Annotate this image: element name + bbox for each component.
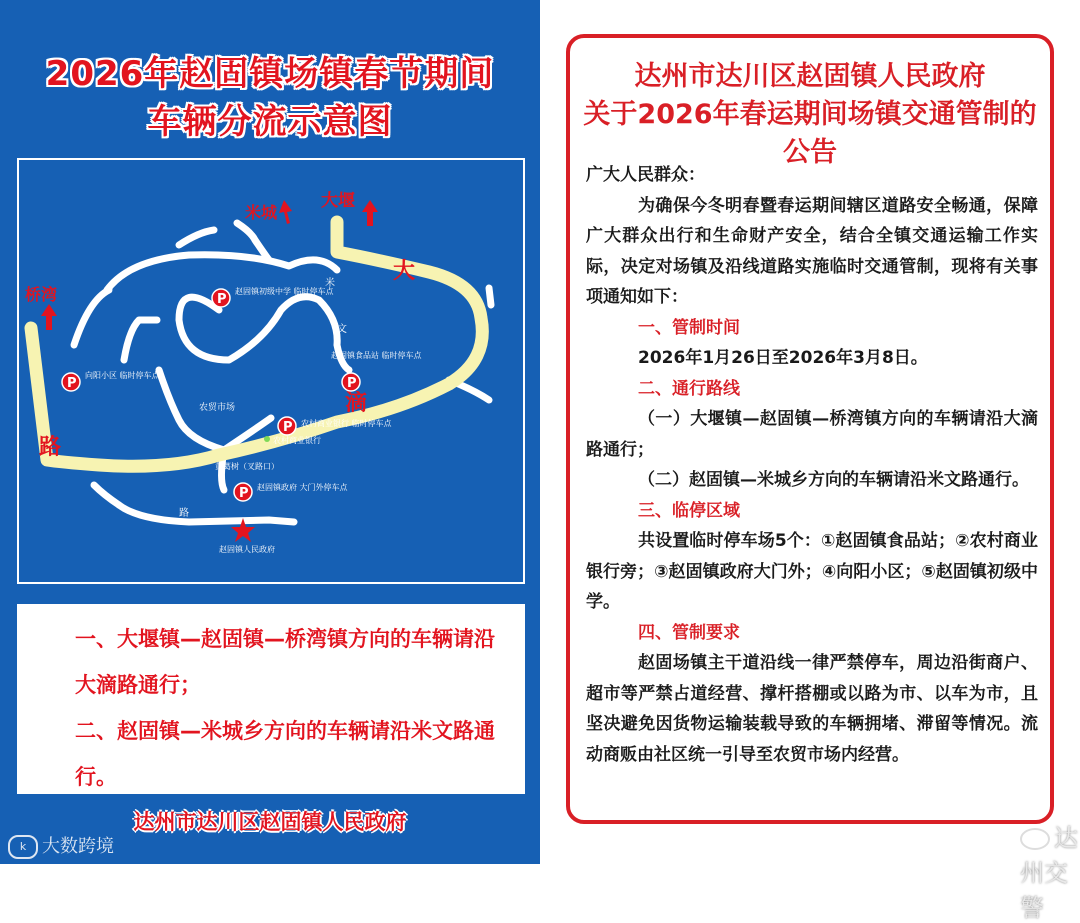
arrow-micheng-icon (279, 200, 292, 224)
road-upper-loop (107, 255, 337, 290)
parking-marker-3 (62, 370, 161, 391)
section-1-title: 一、管制时间 (638, 317, 740, 338)
svg-text:P: P (347, 376, 357, 391)
notice-intro: 为确保今冬明春暨春运期间辖区道路安全畅通，保障广大群众出行和生命财产安全，结合全镇交通运输工作实际，决定对场镇及沿线道路实施临时交通管制，现将有关事项通知如下： (586, 195, 1038, 307)
road-northeast-stub (489, 288, 491, 305)
bank-icon (264, 436, 270, 442)
road-miwen-char-3: 路 (179, 508, 189, 519)
watermark-left-text: 大数跨境 (42, 836, 114, 857)
road-dadi-char-3: 路 (39, 435, 62, 460)
parking-label-food-station: 赵固镇食品站 临时停车点 (331, 351, 422, 360)
map-title-line1: 2026年赵固镇场镇春节期间 (45, 54, 495, 94)
svg-text:P: P (67, 376, 77, 391)
watermark-left (8, 832, 114, 859)
map-canvas (19, 160, 523, 582)
direction-micheng-label: 米城 (245, 203, 278, 222)
section-3-text: 共设置临时停车场5个：①赵固镇食品站；②农村商业银行旁；③赵固镇政府大门外；④向阳小区；⑤赵固镇初级中学。 (586, 531, 1038, 612)
section-4-title: 四、管制要求 (638, 622, 740, 643)
parking-marker-5 (234, 482, 349, 501)
map-panel (0, 0, 540, 864)
svg-text:P: P (217, 292, 227, 307)
direction-dayan-label: 大堰 (321, 191, 355, 211)
arrow-dayan-icon (362, 200, 378, 226)
road-miwen-north (179, 297, 349, 370)
map-title-line2: 车辆分流示意图 (147, 102, 393, 142)
road-dadi-char-2: 滴 (345, 391, 368, 416)
section-4-text: 赵固场镇主干道沿线一律严禁停车，周边沿街商户、超市等严禁占道经营、撑杆搭棚或以路为市、以车为市，且坚决避免因货物运输装载导致的车辆拥堵、滞留等情况。流动商贩由社区统一引导至农贸市场内经营。 (586, 653, 1038, 765)
arrow-qiaowan-icon (41, 304, 57, 330)
place-bank-label: 农村商业银行 (273, 436, 321, 445)
place-market-label: 农贸市场 (199, 403, 236, 413)
route-instructions (17, 604, 525, 794)
section-1-text: 2026年1月26日至2026年3月8日。 (638, 348, 928, 368)
svg-text:P: P (283, 420, 293, 435)
parking-label-bank: 农村商业银行 临时停车点 (301, 419, 392, 428)
notice-title (570, 58, 1050, 172)
notice-salutation: 广大人民群众： (586, 165, 705, 185)
section-2-item-2: （二）赵固镇—米城乡方向的车辆请沿米文路通行。 (638, 470, 1029, 490)
traffic-diversion-map (17, 158, 525, 584)
watermark-right-text: 达州交警 (1020, 824, 1078, 922)
road-miwen-char-2: 文 (337, 324, 347, 335)
watermark-logo-icon: k (8, 835, 38, 859)
place-government-label: 赵固镇人民政府 (219, 545, 275, 554)
parking-label-government-gate: 赵固镇政府 大门外停车点 (257, 483, 348, 492)
road-southwest (94, 485, 119, 505)
road-north-branch (179, 230, 214, 245)
watermark-right (1020, 818, 1080, 923)
notice-panel (540, 0, 1080, 922)
road-dadi-char-1: 大 (393, 259, 416, 284)
map-footer-issuer: 达州市达川区赵固镇人民政府 (133, 810, 407, 834)
place-huanggeshu-label: 黄葛树（叉路口） (215, 462, 279, 471)
road-west-link (74, 290, 109, 345)
direction-qiaowan-label: 桥湾 (25, 285, 58, 304)
notice-title-line1: 达州市达川区赵固镇人民政府 (634, 61, 986, 92)
route-line-1: 一、大堰镇—赵固镇—桥湾镇方向的车辆请沿大滴路通行； (75, 627, 495, 697)
section-3-title: 三、临停区域 (638, 500, 740, 521)
parking-label-xiangyang: 向阳小区 临时停车点 (85, 371, 160, 380)
section-2-title: 二、通行路线 (638, 378, 740, 399)
parking-label-school: 赵固镇初级中学 临时停车点 (235, 287, 334, 296)
map-title (0, 50, 540, 146)
weibo-logo-icon (1020, 828, 1050, 850)
notice-title-line2: 关于2026年春运期间场镇交通管制的公告 (583, 99, 1037, 168)
svg-text:P: P (239, 486, 249, 501)
road-miwen-char-1: 米 (325, 278, 335, 289)
road-inner-west (124, 320, 157, 360)
route-line-2: 二、赵固镇—米城乡方向的车辆请沿米文路通行。 (75, 719, 495, 789)
section-2-item-1: （一）大堰镇—赵固镇—桥湾镇方向的车辆请沿大滴路通行； (586, 409, 1038, 460)
notice-body (586, 160, 1038, 770)
road-miwen-south (119, 505, 294, 522)
